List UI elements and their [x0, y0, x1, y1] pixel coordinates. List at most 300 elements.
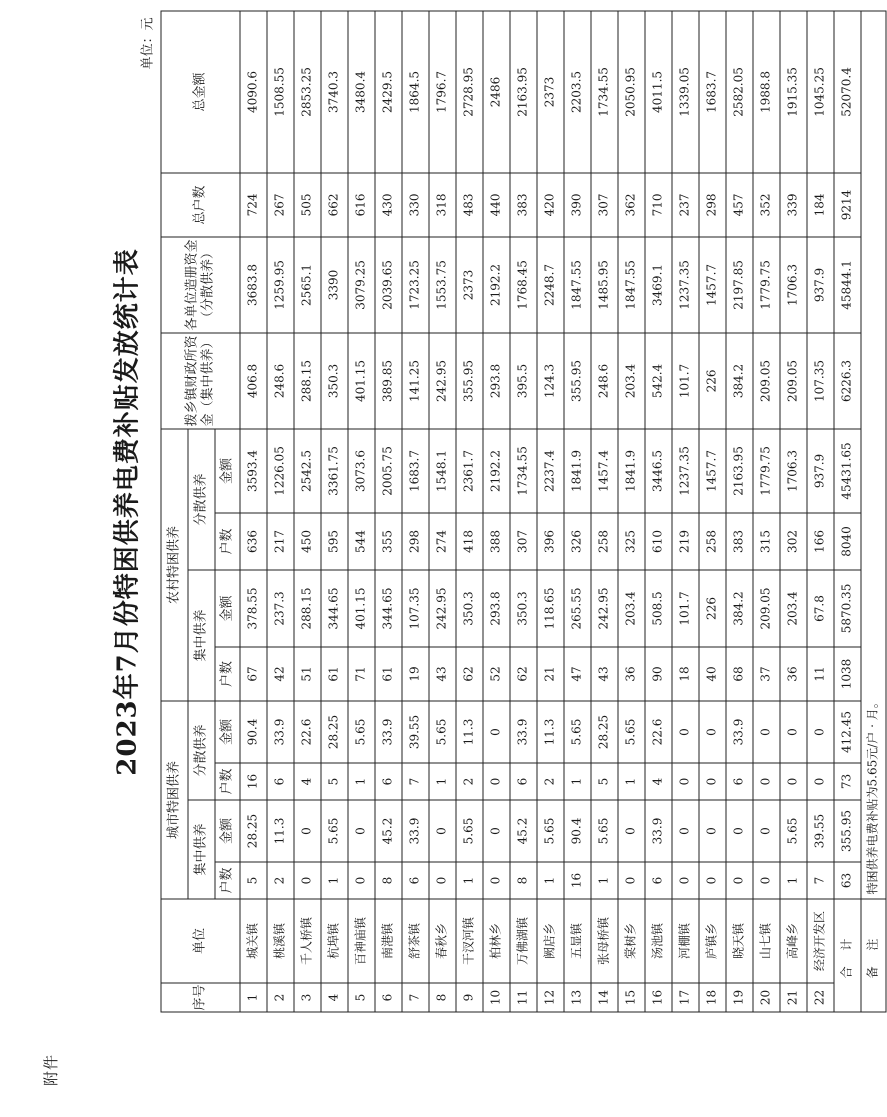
cell: 0 [429, 862, 456, 899]
table-row [294, 11, 321, 1012]
cell: 39.55 [402, 701, 429, 763]
cell: 61 [375, 647, 402, 701]
cell: 1485.95 [591, 237, 618, 333]
cell: 3073.6 [348, 429, 375, 513]
cell: 350.3 [321, 333, 348, 429]
cell: 5.65 [591, 800, 618, 862]
cell: 418 [456, 513, 483, 570]
cell: 0 [672, 763, 699, 800]
cell: 5.65 [456, 800, 483, 862]
cell: 5.65 [321, 800, 348, 862]
cell: 3361.75 [321, 429, 348, 513]
cell: 378.55 [240, 570, 267, 647]
unit-cell: 高峰乡 [780, 899, 807, 983]
cell: 217 [267, 513, 294, 570]
cell: 0 [753, 763, 780, 800]
seq-cell: 13 [564, 983, 591, 1012]
cell: 440 [483, 173, 510, 237]
cell: 350.3 [456, 570, 483, 647]
cell: 184 [807, 173, 834, 237]
cell: 2237.4 [537, 429, 564, 513]
cell: 662 [321, 173, 348, 237]
page-title: 2023年7月份特困供养电费补贴发放统计表 [112, 248, 143, 776]
cell: 1 [780, 862, 807, 899]
cell: 52 [483, 647, 510, 701]
cell: 1734.55 [510, 429, 537, 513]
cell: 2248.7 [537, 237, 564, 333]
cell: 430 [375, 173, 402, 237]
cell: 2486 [483, 11, 510, 173]
cell: 33.9 [645, 800, 672, 862]
cell: 16 [564, 862, 591, 899]
cell: 1 [348, 763, 375, 800]
cell: 28.25 [240, 800, 267, 862]
cell: 1864.5 [402, 11, 429, 173]
header-urban-dispersed: 分散供养 [188, 701, 215, 800]
table-row [807, 11, 834, 1012]
header-amount: 金额 [215, 800, 240, 862]
cell: 45.2 [375, 800, 402, 862]
cell: 2373 [537, 11, 564, 173]
cell: 242.95 [591, 570, 618, 647]
cell: 237.3 [267, 570, 294, 647]
cell: 0 [672, 701, 699, 763]
table-row [402, 11, 429, 1012]
cell: 293.8 [483, 333, 510, 429]
cell: 16 [240, 763, 267, 800]
cell: 5.65 [537, 800, 564, 862]
cell: 1 [537, 862, 564, 899]
attachment-label: 附件 [42, 1054, 60, 1087]
cell: 325 [618, 513, 645, 570]
table-row [780, 11, 807, 1012]
cell: 4 [645, 763, 672, 800]
rotated-document [101, 12, 880, 1013]
cell: 1915.35 [780, 11, 807, 173]
cell: 45.2 [510, 800, 537, 862]
cell: 0 [483, 862, 510, 899]
cell: 242.95 [429, 570, 456, 647]
table-row [456, 11, 483, 1012]
table-row [645, 11, 672, 1012]
cell: 101.7 [672, 570, 699, 647]
cell: 6 [402, 862, 429, 899]
cell: 5.65 [429, 701, 456, 763]
cell: 4090.6 [240, 11, 267, 173]
seq-cell: 9 [456, 983, 483, 1012]
header-total-households: 总户数 [161, 173, 240, 237]
cell: 5 [240, 862, 267, 899]
cell: 0 [348, 862, 375, 899]
cell: 209.05 [753, 570, 780, 647]
cell: 298 [402, 513, 429, 570]
cell: 2582.05 [726, 11, 753, 173]
cell: 937.9 [807, 429, 834, 513]
cell: 28.25 [591, 701, 618, 763]
seq-cell: 12 [537, 983, 564, 1012]
cell: 2542.5 [294, 429, 321, 513]
cell: 2163.95 [726, 429, 753, 513]
cell: 1 [591, 862, 618, 899]
cell: 2565.1 [294, 237, 321, 333]
cell: 0 [294, 862, 321, 899]
cell: 45431.65 [834, 429, 861, 513]
unit-cell: 汤池镇 [645, 899, 672, 983]
unit-cell: 南港镇 [375, 899, 402, 983]
cell: 203.4 [780, 570, 807, 647]
cell: 267 [267, 173, 294, 237]
cell: 73 [834, 763, 861, 800]
cell: 33.9 [402, 800, 429, 862]
cell: 258 [699, 513, 726, 570]
cell: 203.4 [618, 570, 645, 647]
header-urban: 城市特困供养 [161, 701, 188, 899]
cell: 237 [672, 173, 699, 237]
cell: 0 [699, 701, 726, 763]
cell: 412.45 [834, 701, 861, 763]
cell: 18 [672, 647, 699, 701]
cell: 1038 [834, 647, 861, 701]
cell: 1339.05 [672, 11, 699, 173]
cell: 3446.5 [645, 429, 672, 513]
table-row [591, 11, 618, 1012]
cell: 0 [672, 862, 699, 899]
cell: 43 [591, 647, 618, 701]
cell: 36 [618, 647, 645, 701]
cell: 90.4 [240, 701, 267, 763]
cell: 395.5 [510, 333, 537, 429]
cell: 1841.9 [564, 429, 591, 513]
cell: 43 [429, 647, 456, 701]
cell: 724 [240, 173, 267, 237]
cell: 595 [321, 513, 348, 570]
cell: 339 [780, 173, 807, 237]
unit-cell: 城关镇 [240, 899, 267, 983]
cell: 8040 [834, 513, 861, 570]
cell: 5 [321, 763, 348, 800]
cell: 6 [726, 763, 753, 800]
cell: 542.4 [645, 333, 672, 429]
header-urban-centralized: 集中供养 [188, 800, 215, 899]
cell: 362 [618, 173, 645, 237]
cell: 1723.25 [402, 237, 429, 333]
cell: 2361.7 [456, 429, 483, 513]
table-row [726, 11, 753, 1012]
table-row [348, 11, 375, 1012]
cell: 9214 [834, 173, 861, 237]
seq-cell: 22 [807, 983, 834, 1012]
cell: 0 [348, 800, 375, 862]
table-row [699, 11, 726, 1012]
cell: 288.15 [294, 570, 321, 647]
cell: 21 [537, 647, 564, 701]
cell: 39.55 [807, 800, 834, 862]
unit-cell: 百神庙镇 [348, 899, 375, 983]
cell: 0 [780, 701, 807, 763]
cell: 0 [726, 800, 753, 862]
cell: 242.95 [429, 333, 456, 429]
table-row [672, 11, 699, 1012]
cell: 166 [807, 513, 834, 570]
seq-cell: 5 [348, 983, 375, 1012]
total-row [834, 11, 861, 1012]
cell: 0 [618, 862, 645, 899]
cell: 384.2 [726, 570, 753, 647]
header-households: 户数 [215, 862, 240, 899]
cell: 101.7 [672, 333, 699, 429]
cell: 0 [294, 800, 321, 862]
table-row [753, 11, 780, 1012]
header-amount: 金额 [215, 429, 240, 513]
unit-cell: 经济开发区 [807, 899, 834, 983]
cell: 0 [753, 701, 780, 763]
cell: 4011.5 [645, 11, 672, 173]
table-body [240, 11, 834, 1012]
remark-row [861, 11, 886, 1012]
cell: 0 [429, 800, 456, 862]
subsidy-table [161, 10, 887, 1012]
header-amount: 金额 [215, 701, 240, 763]
cell: 11 [807, 647, 834, 701]
cell: 45844.1 [834, 237, 861, 333]
cell: 209.05 [780, 333, 807, 429]
unit-cell: 干汊河镇 [456, 899, 483, 983]
cell: 1045.25 [807, 11, 834, 173]
cell: 326 [564, 513, 591, 570]
cell: 0 [699, 862, 726, 899]
cell: 90.4 [564, 800, 591, 862]
unit-cell: 万佛湖镇 [510, 899, 537, 983]
cell: 3469.1 [645, 237, 672, 333]
cell: 2853.25 [294, 11, 321, 173]
cell: 1457.7 [699, 429, 726, 513]
cell: 22.6 [294, 701, 321, 763]
seq-cell: 18 [699, 983, 726, 1012]
cell: 33.9 [267, 701, 294, 763]
cell: 40 [699, 647, 726, 701]
cell: 3390 [321, 237, 348, 333]
header-register-fund: 各单位造册资金（分散供养） [161, 237, 240, 333]
cell: 2728.95 [456, 11, 483, 173]
cell: 1706.3 [780, 237, 807, 333]
table-row [240, 11, 267, 1012]
seq-cell: 1 [240, 983, 267, 1012]
cell: 141.25 [402, 333, 429, 429]
cell: 355.95 [456, 333, 483, 429]
cell: 209.05 [753, 333, 780, 429]
header-township-fund: 拨乡镇财政所资金（集中供养） [161, 333, 240, 429]
table-row [510, 11, 537, 1012]
cell: 6226.3 [834, 333, 861, 429]
cell: 390 [564, 173, 591, 237]
header-households: 户数 [215, 513, 240, 570]
cell: 2163.95 [510, 11, 537, 173]
cell: 293.8 [483, 570, 510, 647]
cell: 1683.7 [699, 11, 726, 173]
cell: 0 [699, 800, 726, 862]
cell: 3740.3 [321, 11, 348, 173]
remark-text: 特困供养电费补贴为5.65元/户 · 月。 [861, 11, 886, 899]
cell: 258 [591, 513, 618, 570]
table-row [537, 11, 564, 1012]
seq-cell: 11 [510, 983, 537, 1012]
cell: 457 [726, 173, 753, 237]
cell: 1457.4 [591, 429, 618, 513]
cell: 226 [699, 570, 726, 647]
header-rural-dispersed: 分散供养 [188, 429, 215, 570]
unit-cell: 桃溪镇 [267, 899, 294, 983]
cell: 248.6 [267, 333, 294, 429]
cell: 1 [321, 862, 348, 899]
table-row [564, 11, 591, 1012]
cell: 288.15 [294, 333, 321, 429]
cell: 5 [591, 763, 618, 800]
cell: 1226.05 [267, 429, 294, 513]
cell: 355.95 [564, 333, 591, 429]
cell: 52070.4 [834, 11, 861, 173]
cell: 47 [564, 647, 591, 701]
cell: 0 [483, 763, 510, 800]
cell: 1457.7 [699, 237, 726, 333]
cell: 1 [618, 763, 645, 800]
cell: 67.8 [807, 570, 834, 647]
header-total-amount: 总金额 [161, 11, 240, 173]
cell: 1 [429, 763, 456, 800]
cell: 2 [456, 763, 483, 800]
cell: 307 [591, 173, 618, 237]
cell: 396 [537, 513, 564, 570]
cell: 1706.3 [780, 429, 807, 513]
unit-cell: 柏林乡 [483, 899, 510, 983]
unit-cell: 晓天镇 [726, 899, 753, 983]
cell: 6 [375, 763, 402, 800]
cell: 1768.45 [510, 237, 537, 333]
cell: 616 [348, 173, 375, 237]
cell: 483 [456, 173, 483, 237]
total-label: 合 计 [834, 899, 861, 1012]
cell: 1841.9 [618, 429, 645, 513]
cell: 508.5 [645, 570, 672, 647]
cell: 330 [402, 173, 429, 237]
cell: 107.35 [402, 570, 429, 647]
cell: 937.9 [807, 237, 834, 333]
cell: 22.6 [645, 701, 672, 763]
cell: 1734.55 [591, 11, 618, 173]
cell: 1553.75 [429, 237, 456, 333]
cell: 1683.7 [402, 429, 429, 513]
cell: 203.4 [618, 333, 645, 429]
cell: 1988.8 [753, 11, 780, 173]
cell: 118.65 [537, 570, 564, 647]
cell: 0 [807, 701, 834, 763]
cell: 2197.85 [726, 237, 753, 333]
cell: 2039.65 [375, 237, 402, 333]
cell: 505 [294, 173, 321, 237]
cell: 19 [402, 647, 429, 701]
cell: 2192.2 [483, 429, 510, 513]
cell: 710 [645, 173, 672, 237]
cell: 2192.2 [483, 237, 510, 333]
cell: 248.6 [591, 333, 618, 429]
cell: 90 [645, 647, 672, 701]
cell: 1508.55 [267, 11, 294, 173]
cell: 33.9 [375, 701, 402, 763]
cell: 544 [348, 513, 375, 570]
seq-cell: 16 [645, 983, 672, 1012]
cell: 1779.75 [753, 237, 780, 333]
cell: 352 [753, 173, 780, 237]
header-amount: 金额 [215, 570, 240, 647]
unit-cell: 河棚镇 [672, 899, 699, 983]
header-unit: 单位 [161, 899, 240, 983]
cell: 1237.35 [672, 429, 699, 513]
cell: 0 [672, 800, 699, 862]
cell: 406.8 [240, 333, 267, 429]
cell: 62 [510, 647, 537, 701]
cell: 3079.25 [348, 237, 375, 333]
cell: 1548.1 [429, 429, 456, 513]
cell: 1259.95 [267, 237, 294, 333]
cell: 1237.35 [672, 237, 699, 333]
table-row [618, 11, 645, 1012]
unit-label: 单位：元 [140, 17, 156, 70]
header-households: 户数 [215, 647, 240, 701]
cell: 219 [672, 513, 699, 570]
cell: 36 [780, 647, 807, 701]
cell: 3683.8 [240, 237, 267, 333]
cell: 0 [483, 701, 510, 763]
cell: 7 [402, 763, 429, 800]
seq-cell: 2 [267, 983, 294, 1012]
cell: 6 [267, 763, 294, 800]
cell: 355.95 [834, 800, 861, 862]
cell: 0 [618, 800, 645, 862]
seq-cell: 6 [375, 983, 402, 1012]
cell: 63 [834, 862, 861, 899]
cell: 384.2 [726, 333, 753, 429]
cell: 226 [699, 333, 726, 429]
cell: 11.3 [456, 701, 483, 763]
unit-cell: 庐镇乡 [699, 899, 726, 983]
table-row [429, 11, 456, 1012]
cell: 51 [294, 647, 321, 701]
cell: 4 [294, 763, 321, 800]
cell: 636 [240, 513, 267, 570]
header-rural: 农村特困供养 [161, 429, 188, 701]
cell: 5870.35 [834, 570, 861, 647]
seq-cell: 10 [483, 983, 510, 1012]
seq-cell: 14 [591, 983, 618, 1012]
cell: 0 [483, 800, 510, 862]
cell: 610 [645, 513, 672, 570]
seq-cell: 15 [618, 983, 645, 1012]
cell: 1847.55 [564, 237, 591, 333]
table-row [375, 11, 402, 1012]
cell: 318 [429, 173, 456, 237]
cell: 344.65 [375, 570, 402, 647]
seq-cell: 21 [780, 983, 807, 1012]
header-rural-centralized: 集中供养 [188, 570, 215, 701]
seq-cell: 17 [672, 983, 699, 1012]
cell: 33.9 [510, 701, 537, 763]
cell: 302 [780, 513, 807, 570]
cell: 383 [726, 513, 753, 570]
seq-cell: 8 [429, 983, 456, 1012]
cell: 383 [510, 173, 537, 237]
cell: 307 [510, 513, 537, 570]
table-row [321, 11, 348, 1012]
cell: 298 [699, 173, 726, 237]
